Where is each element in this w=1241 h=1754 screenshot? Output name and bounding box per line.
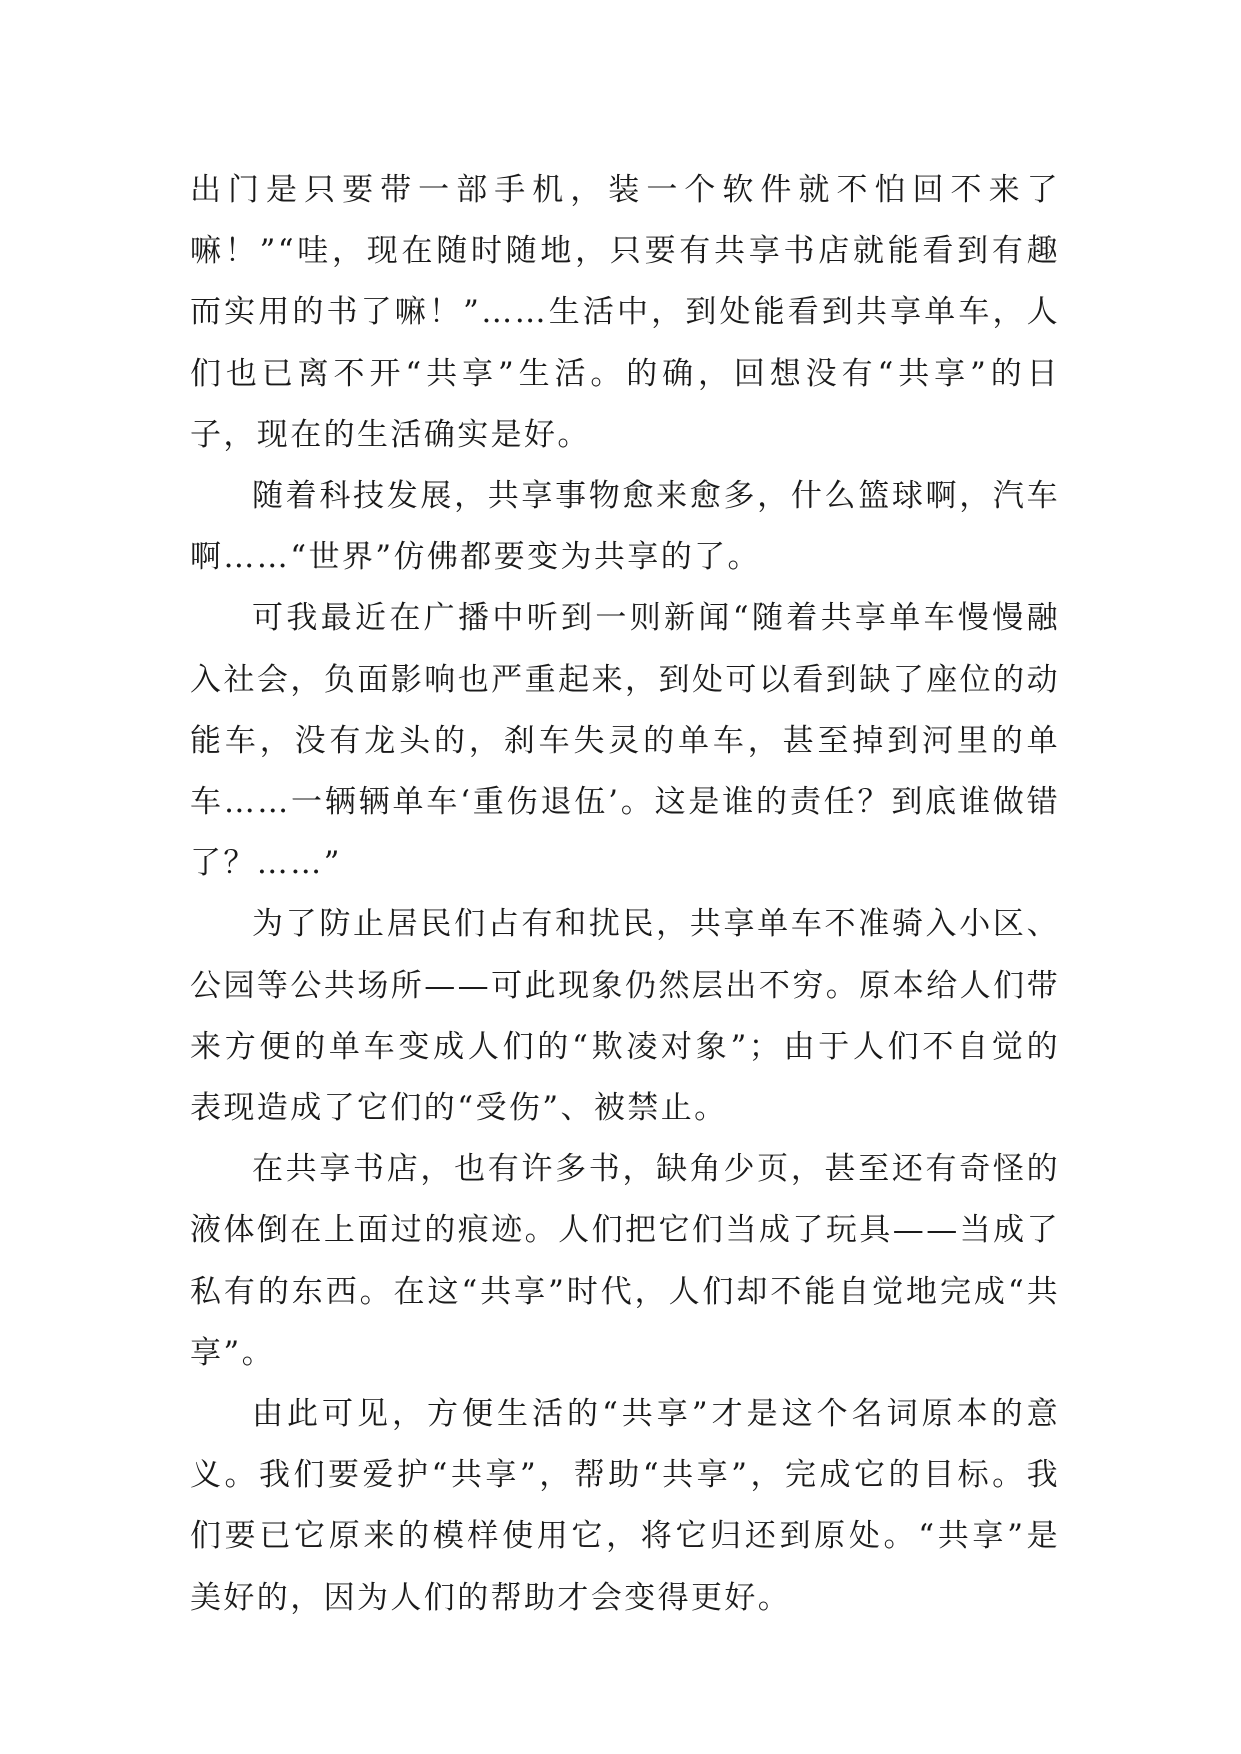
paragraph-2: 随着科技发展，共享事物愈来愈多，什么篮球啊，汽车啊……“世界”仿佛都要变为共享的了。 <box>190 478 1060 576</box>
paragraph-4: 为了防止居民们占有和扰民，共享单车不准骑入小区、公园等公共场所——可此现象仍然层出不穷。原本给人们带来方便的单车变成人们的“欺凌对象”；由于人们不自觉的表现造成了它们的“受伤”、被禁止。 <box>190 906 1060 1127</box>
essay-body <box>190 160 1060 1629</box>
paragraph-6: 由此可见，方便生活的“共享”才是这个名词原本的意义。我们要爱护“共享”，帮助“共享”，完成它的目标。我们要已它原来的模样使用它，将它归还到原处。“共享”是美好的，因为人们的帮助才会变得更好。 <box>190 1396 1060 1616</box>
paragraph-3: 可我最近在广播中听到一则新闻“随着共享单车慢慢融入社会，负面影响也严重起来，到处可以看到缺了座位的动能车，没有龙头的，刹车失灵的单车，甚至掉到河里的单车……一辆辆单车‘重伤退伍’。这是谁的责任？到底谁做错了？……” <box>190 600 1060 882</box>
paragraph-5: 在共享书店，也有许多书，缺角少页，甚至还有奇怪的液体倒在上面过的痕迹。人们把它们当成了玩具——当成了私有的东西。在这“共享”时代，人们却不能自觉地完成“共享”。 <box>190 1151 1060 1371</box>
paragraph-1: 出门是只要带一部手机，装一个软件就不怕回不来了嘛！”“哇，现在随时随地，只要有共享书店就能看到有趣而实用的书了嘛！”……生活中，到处能看到共享单车，人们也已离不开“共享”生活。的确，回想没有“共享”的日子，现在的生活确实是好。 <box>190 172 1060 453</box>
